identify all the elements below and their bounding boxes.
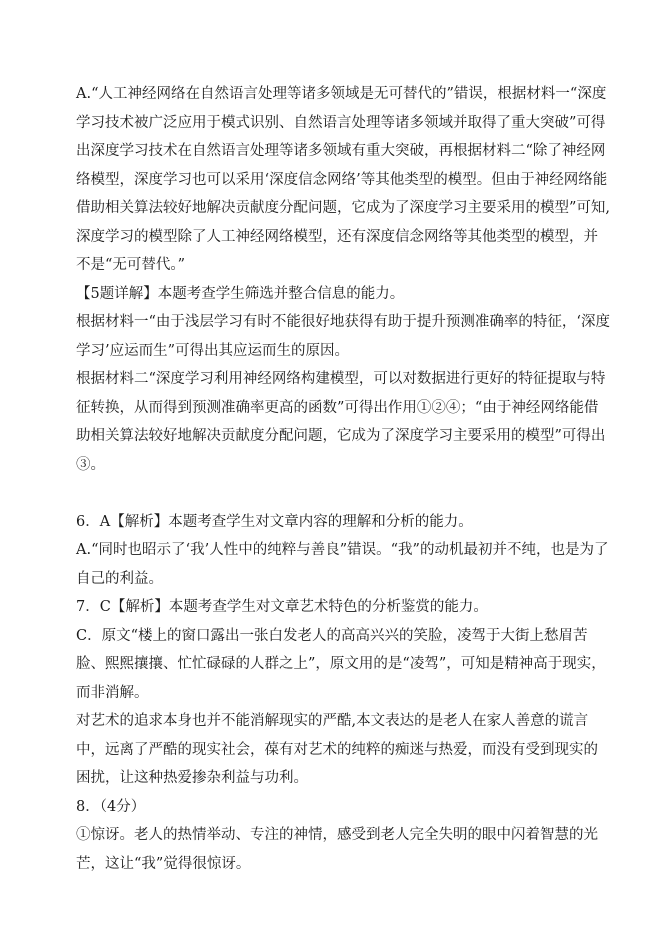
paragraph-q7-explanation: 对艺术的追求本身也并不能消解现实的严酷,本文表达的是老人在家人善意的谎言中，远离了严酷的现实社会，葆有对艺术的纯粹的痴迷与热爱，而没有受到现实的困扰，让这种热爱掺杂利益与功利。 [76, 713, 598, 786]
paragraph-q7-option-c: C．原文“楼上的窗口露出一张白发老人的高高兴兴的笑脸，凌驾于大街上愁眉苦脸、熙熙攘攘、忙忙碌碌的人群之上”，原文用的是“凌驾”，可知是精神高于现实，而非消解。 [76, 627, 606, 701]
paragraph-q7-answer: 7．C【解析】本题考查学生对文章艺术特色的分析鉴赏的能力。 [76, 599, 488, 615]
paragraph-spacer [76, 479, 612, 508]
paragraph-q6-option-a: A.“同时也昭示了‘我’人性中的纯粹与善良”错误。“我”的动机最初并不纯，也是为了自己的利益。 [76, 542, 609, 587]
document-body [76, 80, 612, 878]
paragraph-q5-material-one: 根据材料一“由于浅层学习有时不能很好地获得有助于提升预测准确率的特征，‘深度学习’应运而生”可得出其应运而生的原因。 [76, 314, 611, 359]
paragraph-q5-heading: 【5题详解】本题考查学生筛选并整合信息的能力。 [76, 285, 405, 302]
paragraph-option-a-q4: A.“人工神经网络在自然语言处理等诸多领域是无可替代的”错误，根据材料一“深度学习技术被广泛应用于模式识别、自然语言处理等诸多领域并取得了重大突破”可得出深度学习技术在自然语言处理等诸多领域有重大突破，再根据材料二“除了神经网络模型，深度学习也可以采用‘深度信念网络’等其他类型的模型。但由于神经网络能借助相关算法较好地解决贡献度分配问题，它成为了深度学习主要采用的模型”可知,深度学习的模型除了人工神经网络模型，还有深度信念网络等其他类型的模型，并不是“无可替代。” [76, 86, 611, 273]
paragraph-q8-heading: 8．（4分） [76, 798, 146, 815]
paragraph-q6-answer: 6．A【解析】本题考查学生对文章内容的理解和分析的能力。 [76, 513, 473, 530]
paragraph-q8-point-one: ①惊讶。老人的热情举动、专注的神情，感受到老人完全失明的眼中闪着智慧的光芒，这让“我”觉得很惊讶。 [76, 827, 598, 872]
paragraph-q5-material-two: 根据材料二“深度学习利用神经网络构建模型，可以对数据进行更好的特征提取与特征转换，从而得到预测准确率更高的函数”可得出作用①②④；“由于神经网络能借助相关算法较好地解决贡献度分配问题，它成为了深度学习主要采用的模型”可得出③。 [76, 371, 606, 473]
